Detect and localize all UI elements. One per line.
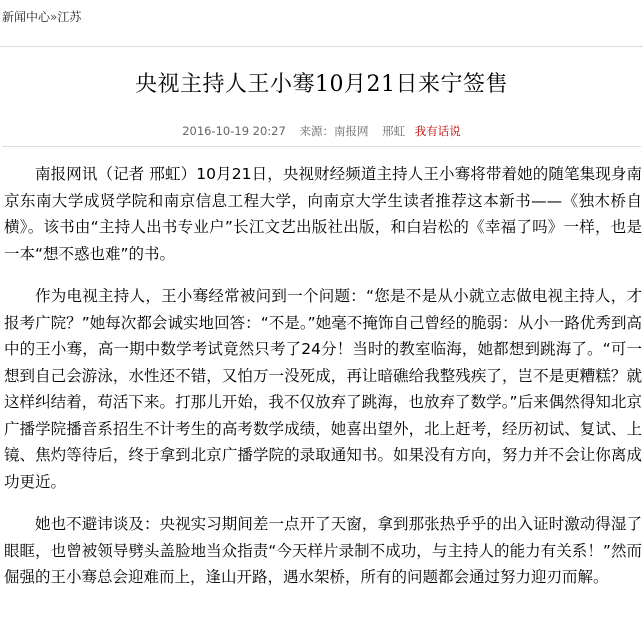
- article-meta: [0, 123, 643, 139]
- article-paragraph-2: 作为电视主持人，王小骞经常被问到一个问题：“您是不是从小就立志做电视主持人，才报考广院？”她每次都会诚实地回答：“不是。”她毫不掩饰自己曾经的脆弱：从小一路优秀到高中的王小骞，高一期中数学考试竟然只考了24分！当时的教室临海，她都想到跳海了。“可一想到自己会游泳，水性还不错，又怕万一没死成，再让暗礁给我整残疾了，岂不是更糟糕？就这样纠结着，苟活下来。打那儿开始，我不仅放弃了跳海，也放弃了数学。”后来偶然得知北京广播学院播音系招生不计考生的高考数学成绩，她喜出望外，北上赶考，经历初试、复试、上镜、焦灼等待后，终于拿到北京广播学院的录取通知书。如果没有方向，努力并不会让你离成功更近。: [4, 287, 642, 491]
- breadcrumb: [2, 9, 81, 25]
- article-date: 2016-10-19 20:27: [182, 124, 286, 138]
- breadcrumb-link-news-center[interactable]: 新闻中心: [2, 10, 51, 24]
- meta-divider: [2, 146, 641, 147]
- article-paragraph-3: 她也不避讳谈及：央视实习期间差一点开了天窗，拿到那张热乎乎的出入证时激动得湿了眼眶，也曾被领导劈头盖脸地当众指责“今天样片录制不成功，与主持人的能力有关系！”然而倔强的王小骞总会迎难而上，逢山开路，遇水架桥，所有的问题都会通过努力迎刃而解。: [4, 515, 642, 586]
- comment-link[interactable]: 我有话说: [414, 124, 461, 138]
- article-body: [4, 161, 642, 607]
- breadcrumb-link-jiangsu[interactable]: 江苏: [57, 10, 82, 24]
- source-label: 来源：: [299, 124, 334, 138]
- article-title: 央视主持人王小骞10月21日来宁签售: [135, 72, 508, 97]
- article-source: 南报网: [333, 124, 369, 138]
- article-author: 邢虹: [382, 124, 406, 138]
- header-divider: [0, 46, 643, 47]
- breadcrumb-separator: »: [50, 10, 58, 24]
- article-paragraph-1: 南报网讯（记者 邢虹）10月21日，央视财经频道主持人王小骞将带着她的随笔集现身南京东南大学成贤学院和南京信息工程大学，向南京大学生读者推荐这本新书——《独木桥自横》。该书由“主持人出书专业户”长江文艺出版社出版，和白岩松的《幸福了吗》一样，也是一本“想不惑也难”的书。: [4, 165, 642, 263]
